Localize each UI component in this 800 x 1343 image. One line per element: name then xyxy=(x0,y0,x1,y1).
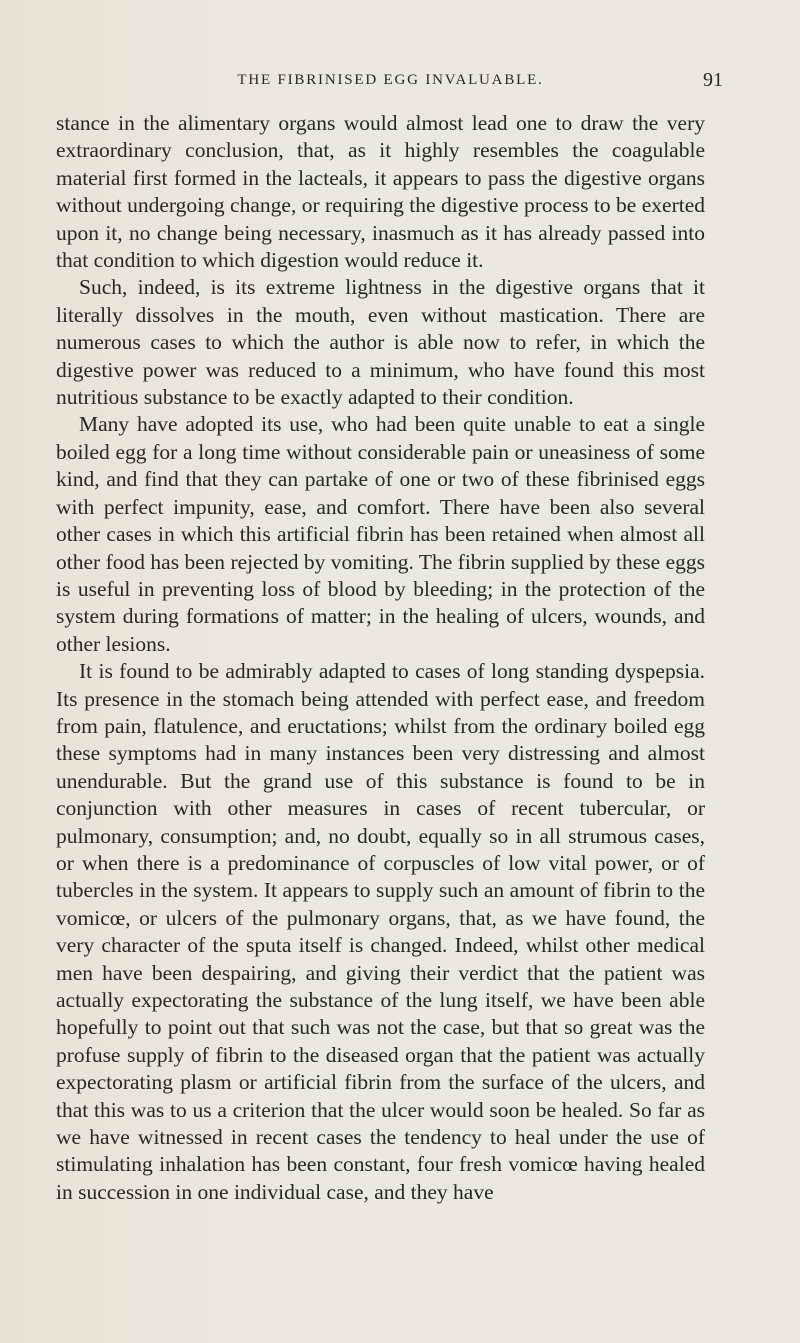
running-head-title: THE FIBRINISED EGG INVALUABLE. xyxy=(237,72,544,88)
paragraph: It is found to be admirably adapted to cases of long standing dyspepsia. Its presence in the stomach being attended with perfect ease, and freedom from pain, flatulence, and eructations; whilst from the ordinary boiled egg these symptoms had in many instances been very distressing and almost unendurable. But the grand use of this substance is found to be in conjunction with other measures in cases of recent tubercular, or pulmonary, consumption; and, no doubt, equally so in all strumous cases, or when there is a predominance of corpuscles of low vital power, or of tubercles in the system. It appears to supply such an amount of fibrin to the vomicœ, or ulcers of the pulmonary organs, that, as we have found, the very character of the sputa itself is changed. Indeed, whilst other medical men have been despairing, and giving their verdict that the patient was actually expectorating the substance of the lung itself, we have been able hopefully to point out that such was not the case, but that so great was the profuse supply of fibrin to the diseased organ that the patient was actually expectorating plasm or artificial fibrin from the surface of the ulcers, and that this was to us a criterion that the ulcer would soon be healed. So far as we have witnessed in recent cases the tendency to heal under the use of stimulating inhalation has been constant, four fresh vomicœ having healed in succession in one individual case, and they have xyxy=(56,659,705,1204)
body-text xyxy=(56,110,705,1206)
paragraph: Such, indeed, is its extreme lightness in the digestive organs that it literally dissolves in the mouth, even without mastication. There are numerous cases to which the author is able now to refer, in which the digestive power was reduced to a minimum, who have found this most nutritious substance to be exactly adapted to their condition. xyxy=(56,275,705,410)
page-number: 91 xyxy=(703,69,723,91)
paragraph-continued: stance in the alimentary organs would almost lead one to draw the very extraordinary conclusion, that, as it highly resembles the coagulable material first formed in the lacteals, it appears to pass the digestive organs without undergoing change, or requiring the digestive process to be exerted upon it, no change being necessary, inasmuch as it has already passed into that condition to which digestion would reduce it. xyxy=(56,111,705,273)
paragraph: Many have adopted its use, who had been quite unable to eat a single boiled egg for a long time without considerable pain or uneasiness of some kind, and find that they can partake of one or two of these fibrinised eggs with perfect impunity, ease, and comfort. There have been also several other cases in which this artificial fibrin has been retained when almost all other food has been rejected by vomiting. The fibrin supplied by these eggs is useful in preventing loss of blood by bleeding; in the protection of the system during formations of matter; in the healing of ulcers, wounds, and other lesions. xyxy=(56,412,705,656)
running-head xyxy=(56,58,723,98)
